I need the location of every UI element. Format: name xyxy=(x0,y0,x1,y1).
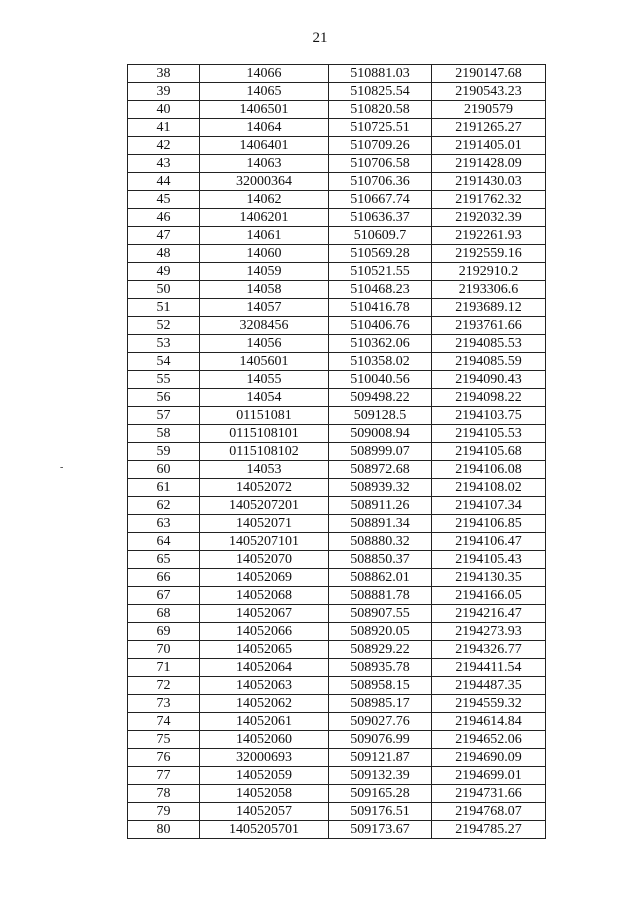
y-coordinate-cell: 2194107.34 xyxy=(432,497,546,515)
x-coordinate-cell: 508972.68 xyxy=(329,461,432,479)
y-coordinate-cell: 2190579 xyxy=(432,101,546,119)
row-number-cell: 41 xyxy=(128,119,200,137)
row-number-cell: 49 xyxy=(128,263,200,281)
x-coordinate-cell: 510709.26 xyxy=(329,137,432,155)
point-id-cell: 1405601 xyxy=(200,353,329,371)
point-id-cell: 14052061 xyxy=(200,713,329,731)
x-coordinate-cell: 509076.99 xyxy=(329,731,432,749)
x-coordinate-cell: 510706.36 xyxy=(329,173,432,191)
point-id-cell: 32000693 xyxy=(200,749,329,767)
table-row xyxy=(128,461,546,479)
table-row xyxy=(128,515,546,533)
table-row xyxy=(128,299,546,317)
x-coordinate-cell: 509132.39 xyxy=(329,767,432,785)
table-row xyxy=(128,587,546,605)
y-coordinate-cell: 2194108.02 xyxy=(432,479,546,497)
row-number-cell: 55 xyxy=(128,371,200,389)
point-id-cell: 01151081 xyxy=(200,407,329,425)
row-number-cell: 65 xyxy=(128,551,200,569)
row-number-cell: 77 xyxy=(128,767,200,785)
page-number: 21 xyxy=(312,30,328,46)
row-number-cell: 62 xyxy=(128,497,200,515)
x-coordinate-cell: 508939.32 xyxy=(329,479,432,497)
row-number-cell: 72 xyxy=(128,677,200,695)
row-number-cell: 52 xyxy=(128,317,200,335)
y-coordinate-cell: 2194326.77 xyxy=(432,641,546,659)
y-coordinate-cell: 2194216.47 xyxy=(432,605,546,623)
coordinates-table xyxy=(127,64,546,839)
y-coordinate-cell: 2192559.16 xyxy=(432,245,546,263)
row-number-cell: 64 xyxy=(128,533,200,551)
row-number-cell: 79 xyxy=(128,803,200,821)
row-number-cell: 58 xyxy=(128,425,200,443)
point-id-cell: 14052068 xyxy=(200,587,329,605)
row-number-cell: 73 xyxy=(128,695,200,713)
row-number-cell: 48 xyxy=(128,245,200,263)
x-coordinate-cell: 509165.28 xyxy=(329,785,432,803)
point-id-cell: 14052059 xyxy=(200,767,329,785)
row-number-cell: 78 xyxy=(128,785,200,803)
x-coordinate-cell: 510406.76 xyxy=(329,317,432,335)
row-number-cell: 53 xyxy=(128,335,200,353)
point-id-cell: 14066 xyxy=(200,65,329,83)
y-coordinate-cell: 2194614.84 xyxy=(432,713,546,731)
row-number-cell: 39 xyxy=(128,83,200,101)
x-coordinate-cell: 510358.02 xyxy=(329,353,432,371)
row-number-cell: 42 xyxy=(128,137,200,155)
point-id-cell: 1405207201 xyxy=(200,497,329,515)
point-id-cell: 14061 xyxy=(200,227,329,245)
y-coordinate-cell: 2193689.12 xyxy=(432,299,546,317)
y-coordinate-cell: 2194731.66 xyxy=(432,785,546,803)
x-coordinate-cell: 508880.32 xyxy=(329,533,432,551)
y-coordinate-cell: 2191762.32 xyxy=(432,191,546,209)
x-coordinate-cell: 509027.76 xyxy=(329,713,432,731)
y-coordinate-cell: 2194487.35 xyxy=(432,677,546,695)
y-coordinate-cell: 2194105.53 xyxy=(432,425,546,443)
point-id-cell: 14060 xyxy=(200,245,329,263)
x-coordinate-cell: 509176.51 xyxy=(329,803,432,821)
point-id-cell: 14064 xyxy=(200,119,329,137)
x-coordinate-cell: 510636.37 xyxy=(329,209,432,227)
y-coordinate-cell: 2191430.03 xyxy=(432,173,546,191)
row-number-cell: 71 xyxy=(128,659,200,677)
y-coordinate-cell: 2193761.66 xyxy=(432,317,546,335)
table-row xyxy=(128,155,546,173)
y-coordinate-cell: 2194103.75 xyxy=(432,407,546,425)
row-number-cell: 50 xyxy=(128,281,200,299)
row-number-cell: 68 xyxy=(128,605,200,623)
y-coordinate-cell: 2194768.07 xyxy=(432,803,546,821)
table-row xyxy=(128,479,546,497)
point-id-cell: 14052064 xyxy=(200,659,329,677)
table-row xyxy=(128,641,546,659)
point-id-cell: 14053 xyxy=(200,461,329,479)
x-coordinate-cell: 508929.22 xyxy=(329,641,432,659)
x-coordinate-cell: 509008.94 xyxy=(329,425,432,443)
point-id-cell: 1405207101 xyxy=(200,533,329,551)
x-coordinate-cell: 510468.23 xyxy=(329,281,432,299)
point-id-cell: 0115108102 xyxy=(200,443,329,461)
x-coordinate-cell: 508907.55 xyxy=(329,605,432,623)
row-number-cell: 40 xyxy=(128,101,200,119)
row-number-cell: 54 xyxy=(128,353,200,371)
x-coordinate-cell: 508985.17 xyxy=(329,695,432,713)
table-row xyxy=(128,767,546,785)
x-coordinate-cell: 510881.03 xyxy=(329,65,432,83)
table-row xyxy=(128,263,546,281)
point-id-cell: 1405205701 xyxy=(200,821,329,839)
y-coordinate-cell: 2191265.27 xyxy=(432,119,546,137)
x-coordinate-cell: 509498.22 xyxy=(329,389,432,407)
point-id-cell: 14052063 xyxy=(200,677,329,695)
row-number-cell: 80 xyxy=(128,821,200,839)
x-coordinate-cell: 510362.06 xyxy=(329,335,432,353)
table-row xyxy=(128,227,546,245)
x-coordinate-cell: 510825.54 xyxy=(329,83,432,101)
table-row xyxy=(128,749,546,767)
table-row xyxy=(128,569,546,587)
row-number-cell: 38 xyxy=(128,65,200,83)
x-coordinate-cell: 508935.78 xyxy=(329,659,432,677)
x-coordinate-cell: 508999.07 xyxy=(329,443,432,461)
table-row xyxy=(128,407,546,425)
point-id-cell: 14052057 xyxy=(200,803,329,821)
row-number-cell: 46 xyxy=(128,209,200,227)
y-coordinate-cell: 2194130.35 xyxy=(432,569,546,587)
point-id-cell: 0115108101 xyxy=(200,425,329,443)
table-row xyxy=(128,623,546,641)
y-coordinate-cell: 2194098.22 xyxy=(432,389,546,407)
table-row xyxy=(128,137,546,155)
x-coordinate-cell: 510040.56 xyxy=(329,371,432,389)
y-coordinate-cell: 2191428.09 xyxy=(432,155,546,173)
x-coordinate-cell: 510706.58 xyxy=(329,155,432,173)
table-row xyxy=(128,335,546,353)
point-id-cell: 14057 xyxy=(200,299,329,317)
table-row xyxy=(128,101,546,119)
row-number-cell: 44 xyxy=(128,173,200,191)
table-row xyxy=(128,65,546,83)
point-id-cell: 14063 xyxy=(200,155,329,173)
table-row xyxy=(128,785,546,803)
y-coordinate-cell: 2194166.05 xyxy=(432,587,546,605)
y-coordinate-cell: 2194273.93 xyxy=(432,623,546,641)
x-coordinate-cell: 510725.51 xyxy=(329,119,432,137)
x-coordinate-cell: 508911.26 xyxy=(329,497,432,515)
table-row xyxy=(128,659,546,677)
point-id-cell: 14052058 xyxy=(200,785,329,803)
table-row xyxy=(128,371,546,389)
y-coordinate-cell: 2192261.93 xyxy=(432,227,546,245)
x-coordinate-cell: 508891.34 xyxy=(329,515,432,533)
table-row xyxy=(128,803,546,821)
point-id-cell: 1406201 xyxy=(200,209,329,227)
table-row xyxy=(128,83,546,101)
row-number-cell: 67 xyxy=(128,587,200,605)
table-row xyxy=(128,821,546,839)
table-row xyxy=(128,353,546,371)
x-coordinate-cell: 508850.37 xyxy=(329,551,432,569)
row-number-cell: 60 xyxy=(128,461,200,479)
point-id-cell: 14052069 xyxy=(200,569,329,587)
x-coordinate-cell: 508881.78 xyxy=(329,587,432,605)
table-row xyxy=(128,173,546,191)
y-coordinate-cell: 2194411.54 xyxy=(432,659,546,677)
row-number-cell: 74 xyxy=(128,713,200,731)
table-row xyxy=(128,695,546,713)
y-coordinate-cell: 2191405.01 xyxy=(432,137,546,155)
y-coordinate-cell: 2193306.6 xyxy=(432,281,546,299)
point-id-cell: 14052070 xyxy=(200,551,329,569)
x-coordinate-cell: 510521.55 xyxy=(329,263,432,281)
point-id-cell: 14065 xyxy=(200,83,329,101)
point-id-cell: 32000364 xyxy=(200,173,329,191)
row-number-cell: 45 xyxy=(128,191,200,209)
table-row xyxy=(128,497,546,515)
table-row xyxy=(128,731,546,749)
y-coordinate-cell: 2194106.47 xyxy=(432,533,546,551)
table-row xyxy=(128,551,546,569)
point-id-cell: 14052062 xyxy=(200,695,329,713)
x-coordinate-cell: 508862.01 xyxy=(329,569,432,587)
row-number-cell: 57 xyxy=(128,407,200,425)
point-id-cell: 14059 xyxy=(200,263,329,281)
y-coordinate-cell: 2194105.43 xyxy=(432,551,546,569)
point-id-cell: 14062 xyxy=(200,191,329,209)
table-row xyxy=(128,533,546,551)
y-coordinate-cell: 2194085.59 xyxy=(432,353,546,371)
table-row xyxy=(128,389,546,407)
y-coordinate-cell: 2190147.68 xyxy=(432,65,546,83)
table-row xyxy=(128,443,546,461)
point-id-cell: 14052065 xyxy=(200,641,329,659)
point-id-cell: 14056 xyxy=(200,335,329,353)
row-number-cell: 51 xyxy=(128,299,200,317)
point-id-cell: 14052071 xyxy=(200,515,329,533)
point-id-cell: 14058 xyxy=(200,281,329,299)
point-id-cell: 14054 xyxy=(200,389,329,407)
row-number-cell: 59 xyxy=(128,443,200,461)
x-coordinate-cell: 510667.74 xyxy=(329,191,432,209)
x-coordinate-cell: 509173.67 xyxy=(329,821,432,839)
x-coordinate-cell: 510569.28 xyxy=(329,245,432,263)
row-number-cell: 69 xyxy=(128,623,200,641)
table-row xyxy=(128,191,546,209)
row-number-cell: 75 xyxy=(128,731,200,749)
table-row xyxy=(128,713,546,731)
point-id-cell: 14052060 xyxy=(200,731,329,749)
y-coordinate-cell: 2194690.09 xyxy=(432,749,546,767)
row-number-cell: 47 xyxy=(128,227,200,245)
point-id-cell: 1406401 xyxy=(200,137,329,155)
y-coordinate-cell: 2194106.85 xyxy=(432,515,546,533)
row-number-cell: 70 xyxy=(128,641,200,659)
y-coordinate-cell: 2192032.39 xyxy=(432,209,546,227)
x-coordinate-cell: 510820.58 xyxy=(329,101,432,119)
row-number-cell: 61 xyxy=(128,479,200,497)
y-coordinate-cell: 2194105.68 xyxy=(432,443,546,461)
x-coordinate-cell: 510416.78 xyxy=(329,299,432,317)
y-coordinate-cell: 2194699.01 xyxy=(432,767,546,785)
coordinates-table-body xyxy=(128,65,546,839)
y-coordinate-cell: 2194652.06 xyxy=(432,731,546,749)
x-coordinate-cell: 509128.5 xyxy=(329,407,432,425)
table-row xyxy=(128,605,546,623)
point-id-cell: 14052067 xyxy=(200,605,329,623)
x-coordinate-cell: 509121.87 xyxy=(329,749,432,767)
point-id-cell: 14052072 xyxy=(200,479,329,497)
row-number-cell: 76 xyxy=(128,749,200,767)
x-coordinate-cell: 508920.05 xyxy=(329,623,432,641)
point-id-cell: 3208456 xyxy=(200,317,329,335)
table-row xyxy=(128,677,546,695)
table-row xyxy=(128,209,546,227)
margin-mark: - xyxy=(60,462,64,473)
table-row xyxy=(128,425,546,443)
y-coordinate-cell: 2194559.32 xyxy=(432,695,546,713)
table-row xyxy=(128,245,546,263)
y-coordinate-cell: 2194785.27 xyxy=(432,821,546,839)
x-coordinate-cell: 510609.7 xyxy=(329,227,432,245)
table-row xyxy=(128,281,546,299)
row-number-cell: 66 xyxy=(128,569,200,587)
table-row xyxy=(128,317,546,335)
row-number-cell: 63 xyxy=(128,515,200,533)
table-row xyxy=(128,119,546,137)
y-coordinate-cell: 2194085.53 xyxy=(432,335,546,353)
point-id-cell: 1406501 xyxy=(200,101,329,119)
y-coordinate-cell: 2190543.23 xyxy=(432,83,546,101)
x-coordinate-cell: 508958.15 xyxy=(329,677,432,695)
y-coordinate-cell: 2192910.2 xyxy=(432,263,546,281)
row-number-cell: 56 xyxy=(128,389,200,407)
point-id-cell: 14052066 xyxy=(200,623,329,641)
y-coordinate-cell: 2194106.08 xyxy=(432,461,546,479)
row-number-cell: 43 xyxy=(128,155,200,173)
y-coordinate-cell: 2194090.43 xyxy=(432,371,546,389)
point-id-cell: 14055 xyxy=(200,371,329,389)
